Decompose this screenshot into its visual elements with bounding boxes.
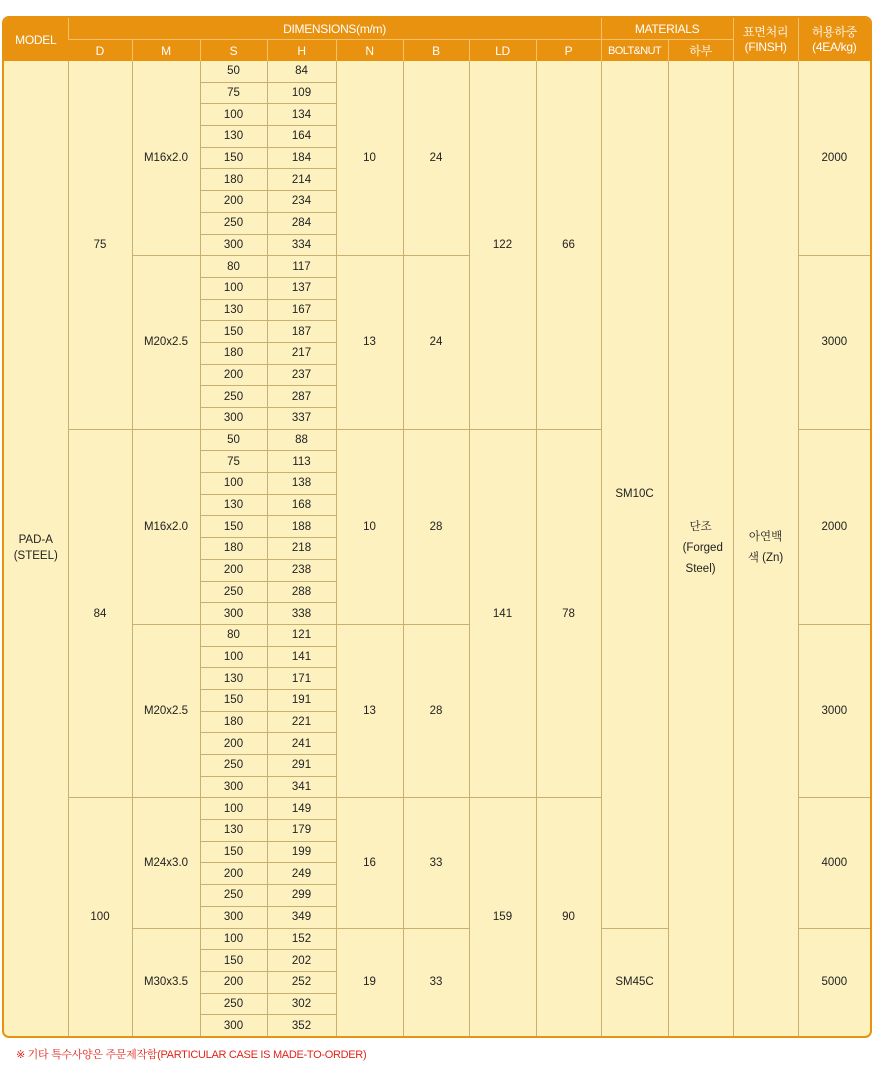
s-cell: 130 <box>200 299 267 321</box>
s-cell: 250 <box>200 993 267 1015</box>
m-cell: M16x2.0 <box>132 61 200 256</box>
s-cell: 300 <box>200 408 267 430</box>
s-cell: 150 <box>200 950 267 972</box>
h-cell: 179 <box>267 820 336 842</box>
h-cell: 284 <box>267 212 336 234</box>
s-cell: 100 <box>200 473 267 495</box>
b-cell: 28 <box>403 429 469 624</box>
header-h: H <box>267 40 336 62</box>
h-cell: 149 <box>267 798 336 820</box>
s-cell: 250 <box>200 755 267 777</box>
s-cell: 300 <box>200 906 267 928</box>
ld-cell: 122 <box>469 61 536 429</box>
h-cell: 337 <box>267 408 336 430</box>
bolt-nut-cell: SM45C <box>601 928 668 1036</box>
h-cell: 217 <box>267 342 336 364</box>
header-model: MODEL <box>4 18 68 61</box>
h-cell: 84 <box>267 61 336 82</box>
base-material-cell: 단조 (Forged Steel) <box>668 61 733 1036</box>
s-cell: 130 <box>200 126 267 148</box>
s-cell: 80 <box>200 256 267 278</box>
s-cell: 130 <box>200 494 267 516</box>
s-cell: 180 <box>200 342 267 364</box>
h-cell: 141 <box>267 646 336 668</box>
h-cell: 188 <box>267 516 336 538</box>
n-cell: 10 <box>336 429 403 624</box>
h-cell: 88 <box>267 429 336 451</box>
h-cell: 287 <box>267 386 336 408</box>
h-cell: 338 <box>267 603 336 625</box>
s-cell: 100 <box>200 277 267 299</box>
s-cell: 300 <box>200 603 267 625</box>
h-cell: 221 <box>267 711 336 733</box>
b-cell: 33 <box>403 798 469 928</box>
header-p: P <box>536 40 601 62</box>
p-cell: 66 <box>536 61 601 429</box>
h-cell: 288 <box>267 581 336 603</box>
s-cell: 150 <box>200 841 267 863</box>
header-finish: 표면처리 (FINSH) <box>733 18 798 61</box>
header-ld: LD <box>469 40 536 62</box>
s-cell: 75 <box>200 82 267 104</box>
s-cell: 200 <box>200 863 267 885</box>
s-cell: 200 <box>200 971 267 993</box>
s-cell: 100 <box>200 928 267 950</box>
header-b: B <box>403 40 469 62</box>
s-cell: 250 <box>200 885 267 907</box>
s-cell: 150 <box>200 516 267 538</box>
m-cell: M30x3.5 <box>132 928 200 1036</box>
s-cell: 75 <box>200 451 267 473</box>
h-cell: 249 <box>267 863 336 885</box>
s-cell: 250 <box>200 581 267 603</box>
h-cell: 234 <box>267 191 336 213</box>
header-materials: MATERIALS <box>601 18 733 40</box>
s-cell: 150 <box>200 689 267 711</box>
h-cell: 152 <box>267 928 336 950</box>
s-cell: 180 <box>200 711 267 733</box>
s-cell: 100 <box>200 104 267 126</box>
header-dimensions: DIMENSIONS(m/m) <box>68 18 601 40</box>
h-cell: 109 <box>267 82 336 104</box>
n-cell: 19 <box>336 928 403 1036</box>
ld-cell: 159 <box>469 798 536 1036</box>
footnote: ※ 기타 특수사양은 주문제작함(PARTICULAR CASE IS MADE-TO-ORDER) <box>16 1049 367 1061</box>
h-cell: 168 <box>267 494 336 516</box>
spec-table-container <box>2 16 872 1038</box>
s-cell: 100 <box>200 798 267 820</box>
h-cell: 167 <box>267 299 336 321</box>
h-cell: 299 <box>267 885 336 907</box>
model-cell: PAD-A (STEEL) <box>13 534 58 563</box>
finish-cell: 아연백색 (Zn) <box>733 61 798 1036</box>
n-cell: 16 <box>336 798 403 928</box>
s-cell: 100 <box>200 646 267 668</box>
h-cell: 184 <box>267 147 336 169</box>
b-cell: 28 <box>403 624 469 798</box>
s-cell: 150 <box>200 321 267 343</box>
ld-cell: 141 <box>469 429 536 798</box>
s-cell: 50 <box>200 429 267 451</box>
h-cell: 137 <box>267 277 336 299</box>
table-body <box>4 61 870 1036</box>
header-load: 허용하중 (4EA/kg) <box>798 18 870 61</box>
load-cell: 2000 <box>798 429 870 624</box>
load-cell: 3000 <box>798 256 870 430</box>
h-cell: 352 <box>267 1015 336 1036</box>
p-cell: 90 <box>536 798 601 1036</box>
s-cell: 80 <box>200 624 267 646</box>
m-cell: M20x2.5 <box>132 624 200 798</box>
h-cell: 121 <box>267 624 336 646</box>
d-cell: 84 <box>68 429 132 798</box>
h-cell: 291 <box>267 755 336 777</box>
header-s: S <box>200 40 267 62</box>
s-cell: 200 <box>200 364 267 386</box>
header-n: N <box>336 40 403 62</box>
d-cell: 100 <box>68 798 132 1036</box>
h-cell: 218 <box>267 538 336 560</box>
bolt-nut-cell: SM10C <box>601 61 668 928</box>
load-cell: 4000 <box>798 798 870 928</box>
s-cell: 300 <box>200 1015 267 1036</box>
h-cell: 237 <box>267 364 336 386</box>
h-cell: 187 <box>267 321 336 343</box>
h-cell: 302 <box>267 993 336 1015</box>
h-cell: 202 <box>267 950 336 972</box>
h-cell: 252 <box>267 971 336 993</box>
s-cell: 150 <box>200 147 267 169</box>
h-cell: 341 <box>267 776 336 798</box>
s-cell: 300 <box>200 234 267 256</box>
s-cell: 130 <box>200 668 267 690</box>
h-cell: 171 <box>267 668 336 690</box>
m-cell: M16x2.0 <box>132 429 200 624</box>
h-cell: 214 <box>267 169 336 191</box>
header-d: D <box>68 40 132 62</box>
n-cell: 13 <box>336 624 403 798</box>
n-cell: 10 <box>336 61 403 256</box>
s-cell: 180 <box>200 538 267 560</box>
b-cell: 24 <box>403 61 469 256</box>
s-cell: 200 <box>200 191 267 213</box>
h-cell: 241 <box>267 733 336 755</box>
h-cell: 138 <box>267 473 336 495</box>
spec-table <box>4 18 870 1036</box>
load-cell: 2000 <box>798 61 870 256</box>
h-cell: 113 <box>267 451 336 473</box>
h-cell: 238 <box>267 559 336 581</box>
m-cell: M24x3.0 <box>132 798 200 928</box>
h-cell: 117 <box>267 256 336 278</box>
s-cell: 200 <box>200 559 267 581</box>
s-cell: 180 <box>200 169 267 191</box>
s-cell: 250 <box>200 212 267 234</box>
header-bolt-nut: BOLT&NUT <box>601 40 668 62</box>
s-cell: 300 <box>200 776 267 798</box>
s-cell: 130 <box>200 820 267 842</box>
table-header <box>4 18 870 61</box>
load-cell: 5000 <box>798 928 870 1036</box>
header-base: 하부 <box>668 40 733 62</box>
n-cell: 13 <box>336 256 403 430</box>
s-cell: 50 <box>200 61 267 82</box>
table-row <box>4 61 870 82</box>
h-cell: 134 <box>267 104 336 126</box>
h-cell: 199 <box>267 841 336 863</box>
h-cell: 164 <box>267 126 336 148</box>
h-cell: 349 <box>267 906 336 928</box>
d-cell: 75 <box>68 61 132 429</box>
b-cell: 33 <box>403 928 469 1036</box>
p-cell: 78 <box>536 429 601 798</box>
b-cell: 24 <box>403 256 469 430</box>
header-m: M <box>132 40 200 62</box>
m-cell: M20x2.5 <box>132 256 200 430</box>
load-cell: 3000 <box>798 624 870 798</box>
s-cell: 250 <box>200 386 267 408</box>
h-cell: 334 <box>267 234 336 256</box>
s-cell: 200 <box>200 733 267 755</box>
h-cell: 191 <box>267 689 336 711</box>
